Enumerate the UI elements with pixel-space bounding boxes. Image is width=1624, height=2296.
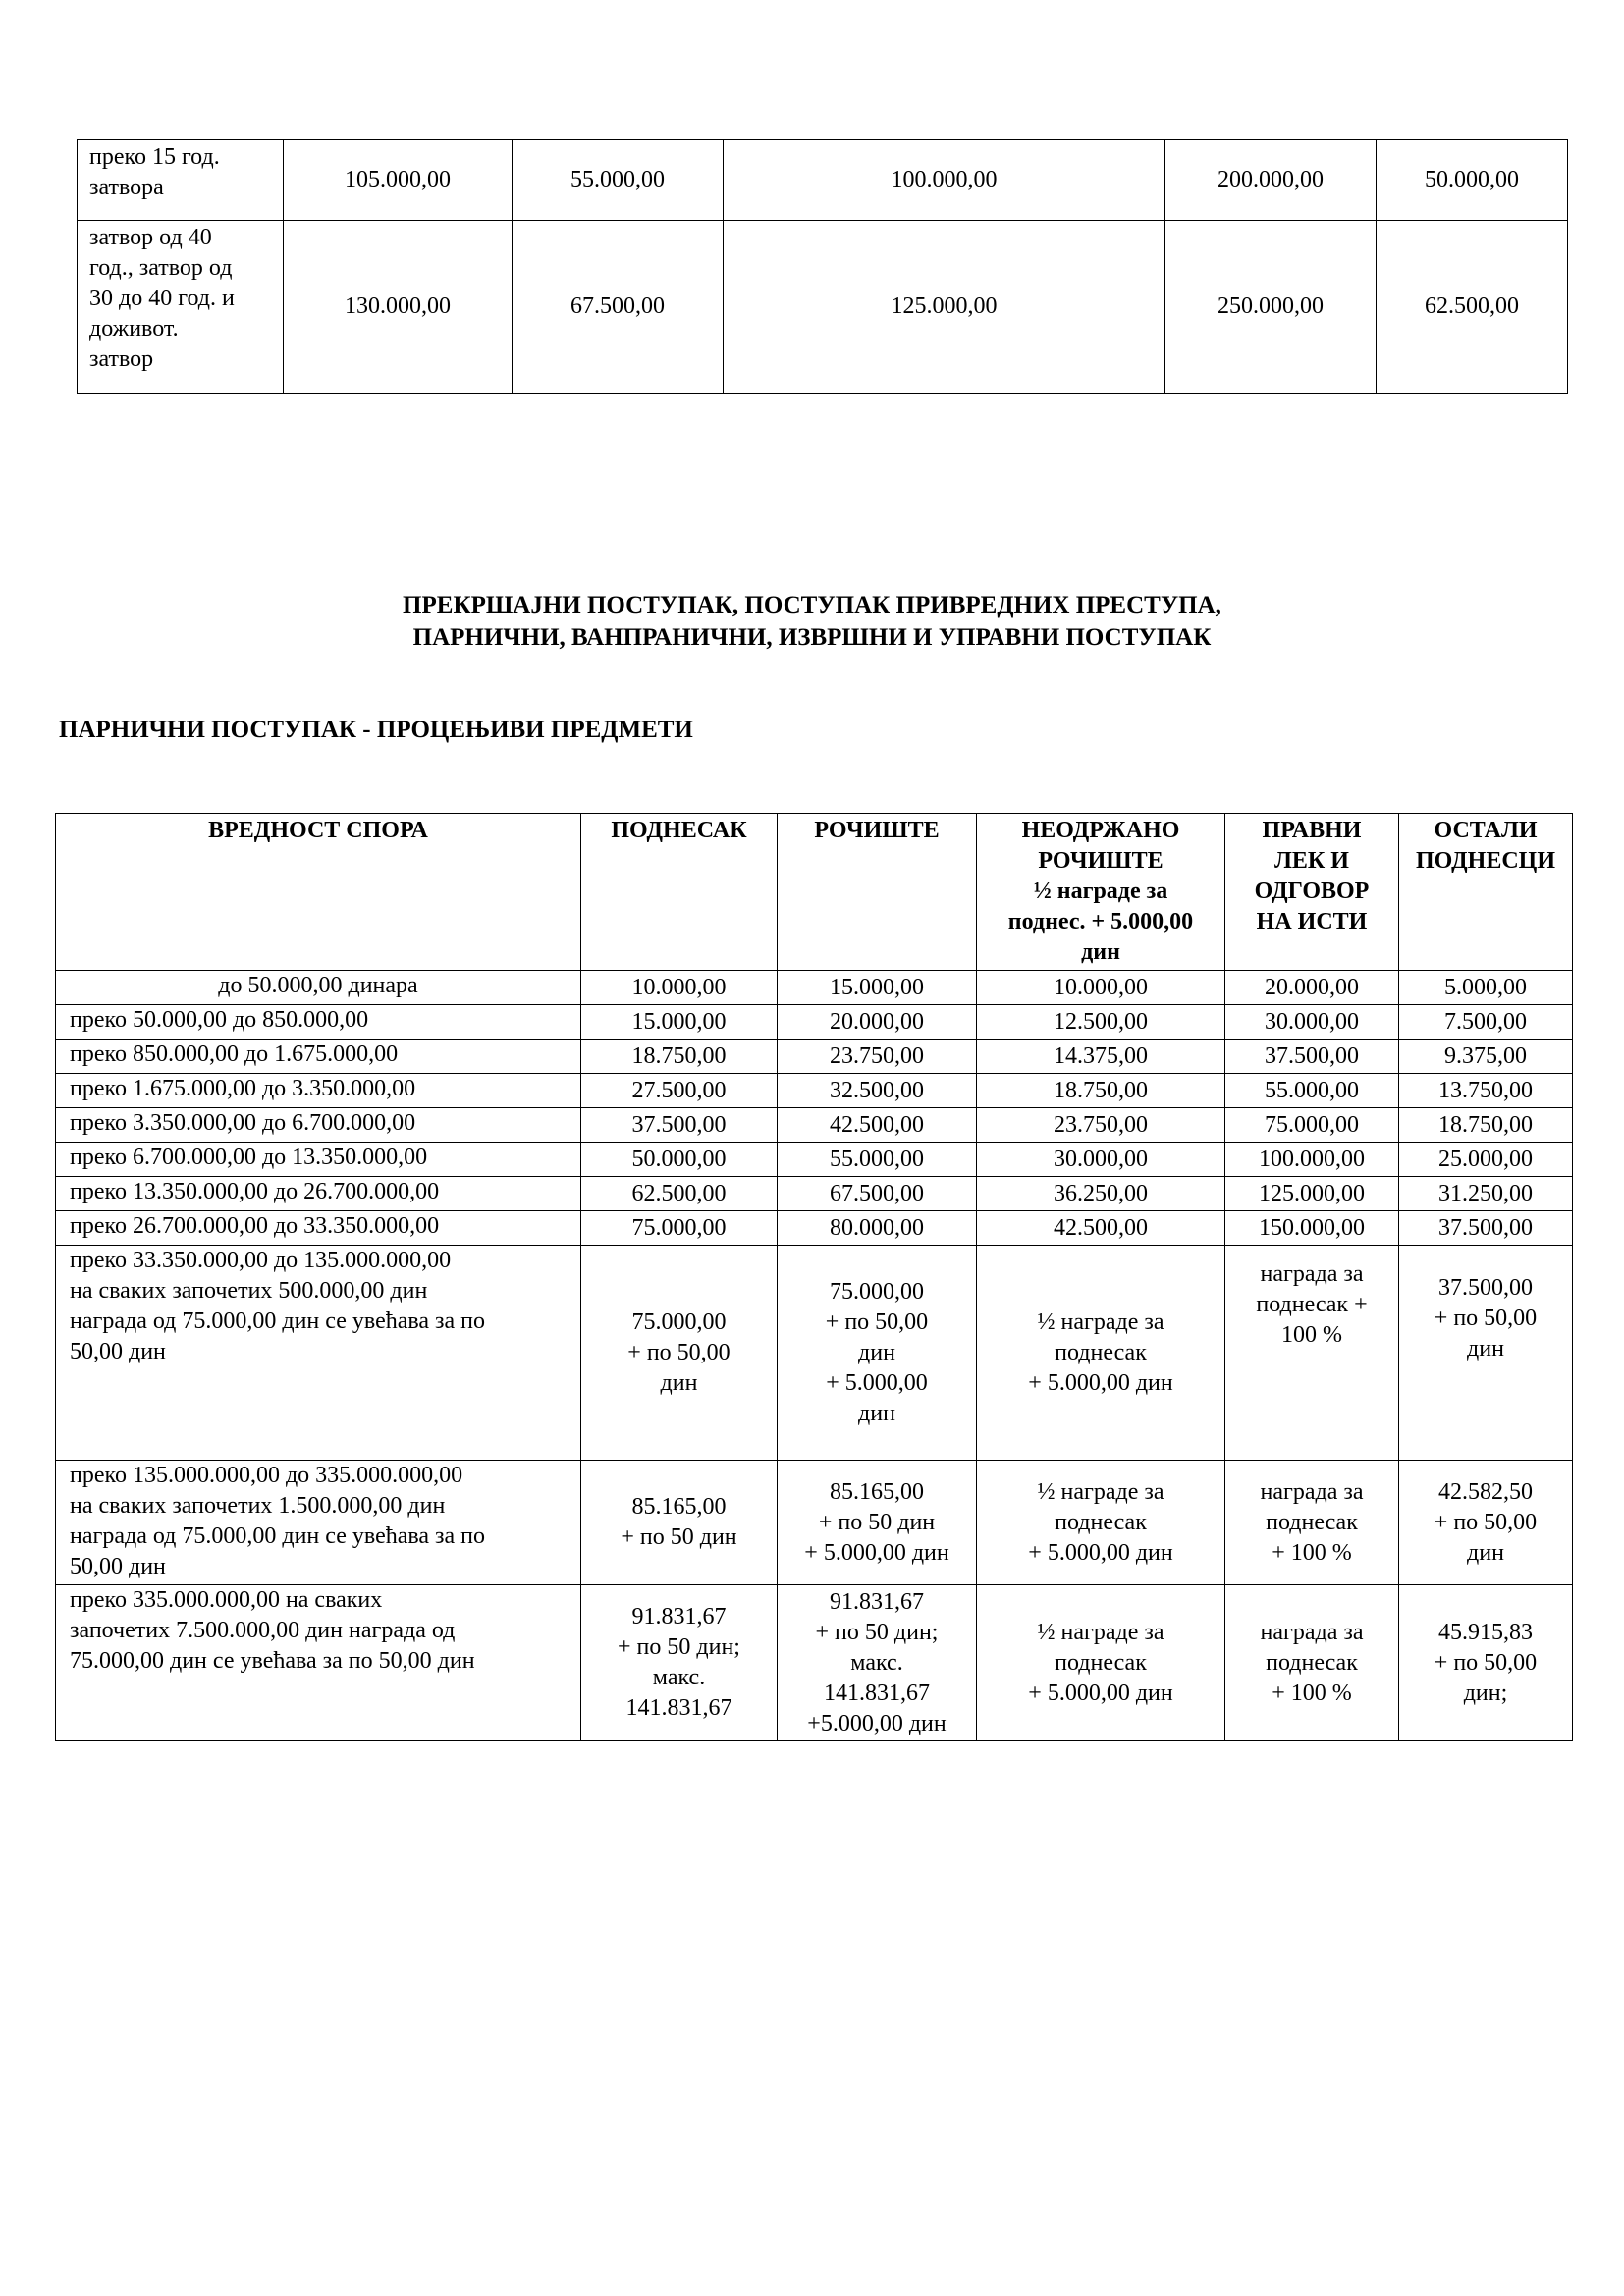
fee-cell: 200.000,00 <box>1165 140 1377 221</box>
dispute-value-cell: преко 33.350.000,00 до 135.000.000,00 на сваких започетих 500.000,00 дин награда од 75.000,00 дин се увећава за по 50,00 дин <box>56 1246 581 1461</box>
fee-cell: 100.000,00 <box>724 140 1165 221</box>
not-held-fee-cell: 23.750,00 <box>977 1108 1225 1143</box>
main-heading-line: ПАРНИЧНИ, ВАНПРАНИЧНИ, ИЗВРШНИ И УПРАВНИ ПОСТУПАК <box>412 624 1212 651</box>
appeal-fee-cell: награда за поднесак + 100 % <box>1225 1246 1399 1461</box>
top-fee-table <box>77 139 1568 394</box>
table-row <box>56 1461 1573 1585</box>
other-fee-cell: 13.750,00 <box>1399 1074 1573 1108</box>
not-held-fee-cell: 30.000,00 <box>977 1143 1225 1177</box>
dispute-value-cell: преко 335.000.000,00 на сваких започетих 7.500.000,00 дин награда од 75.000,00 дин се увећава за по 50,00 дин <box>56 1585 581 1741</box>
filing-fee-cell: 91.831,67 + по 50 дин; макс. 141.831,67 <box>581 1585 778 1741</box>
table-row <box>56 1108 1573 1143</box>
filing-fee-cell: 15.000,00 <box>581 1005 778 1040</box>
hearing-fee-cell: 85.165,00 + по 50 дин + 5.000,00 дин <box>778 1461 977 1585</box>
other-fee-cell: 42.582,50 + по 50,00 дин <box>1399 1461 1573 1585</box>
appeal-fee-cell: 55.000,00 <box>1225 1074 1399 1108</box>
table-row <box>78 221 1568 394</box>
column-header-filing: ПОДНЕСАК <box>581 814 778 971</box>
other-fee-cell: 18.750,00 <box>1399 1108 1573 1143</box>
section-heading: ПАРНИЧНИ ПОСТУПАК - ПРОЦЕЊИВИ ПРЕДМЕТИ <box>59 717 693 743</box>
main-heading <box>0 589 1624 654</box>
fee-cell: 55.000,00 <box>513 140 724 221</box>
appeal-fee-cell: награда за поднесак + 100 % <box>1225 1585 1399 1741</box>
fee-cell: 125.000,00 <box>724 221 1165 394</box>
hearing-fee-cell: 32.500,00 <box>778 1074 977 1108</box>
other-fee-cell: 25.000,00 <box>1399 1143 1573 1177</box>
dispute-value-cell: преко 6.700.000,00 до 13.350.000,00 <box>56 1143 581 1177</box>
other-fee-cell: 37.500,00 <box>1399 1211 1573 1246</box>
hearing-fee-cell: 91.831,67 + по 50 дин; макс. 141.831,67 +5.000,00 дин <box>778 1585 977 1741</box>
sentence-label: затвор од 40 год., затвор од 30 до 40 год. и доживот. затвор <box>78 221 284 394</box>
filing-fee-cell: 62.500,00 <box>581 1177 778 1211</box>
table-row <box>56 1177 1573 1211</box>
filing-fee-cell: 75.000,00 + по 50,00 дин <box>581 1246 778 1461</box>
not-held-fee-cell: 12.500,00 <box>977 1005 1225 1040</box>
not-held-fee-cell: ½ награде за поднесак + 5.000,00 дин <box>977 1461 1225 1585</box>
other-fee-cell: 7.500,00 <box>1399 1005 1573 1040</box>
filing-fee-cell: 18.750,00 <box>581 1040 778 1074</box>
sentence-label: преко 15 год. затвора <box>78 140 284 221</box>
filing-fee-cell: 75.000,00 <box>581 1211 778 1246</box>
fee-cell: 62.500,00 <box>1377 221 1568 394</box>
column-header-hearing: РОЧИШТЕ <box>778 814 977 971</box>
table-row <box>56 1143 1573 1177</box>
dispute-value-cell: преко 1.675.000,00 до 3.350.000,00 <box>56 1074 581 1108</box>
fee-cell: 50.000,00 <box>1377 140 1568 221</box>
dispute-value-cell: до 50.000,00 динара <box>56 971 581 1005</box>
appeal-fee-cell: 125.000,00 <box>1225 1177 1399 1211</box>
hearing-fee-cell: 75.000,00 + по 50,00 дин + 5.000,00 дин <box>778 1246 977 1461</box>
dispute-value-cell: преко 50.000,00 до 850.000,00 <box>56 1005 581 1040</box>
appeal-fee-cell: 37.500,00 <box>1225 1040 1399 1074</box>
column-header-appeal: ПРАВНИ ЛЕК И ОДГОВОР НА ИСТИ <box>1225 814 1399 971</box>
hearing-fee-cell: 67.500,00 <box>778 1177 977 1211</box>
not-held-fee-cell: 14.375,00 <box>977 1040 1225 1074</box>
dispute-value-cell: преко 13.350.000,00 до 26.700.000,00 <box>56 1177 581 1211</box>
not-held-fee-cell: ½ награде за поднесак + 5.000,00 дин <box>977 1246 1225 1461</box>
fee-cell: 130.000,00 <box>284 221 513 394</box>
main-heading-line: ПРЕКРШАЈНИ ПОСТУПАК, ПОСТУПАК ПРИВРЕДНИХ ПРЕСТУПА, <box>403 592 1221 618</box>
table-row <box>56 1211 1573 1246</box>
dispute-value-cell: преко 850.000,00 до 1.675.000,00 <box>56 1040 581 1074</box>
table-row <box>56 1074 1573 1108</box>
appeal-fee-cell: 20.000,00 <box>1225 971 1399 1005</box>
dispute-value-cell: преко 135.000.000,00 до 335.000.000,00 на сваких започетих 1.500.000,00 дин награда од 75.000,00 дин се увећава за по 50,00 дин <box>56 1461 581 1585</box>
other-fee-cell: 45.915,83 + по 50,00 дин; <box>1399 1585 1573 1741</box>
table-row <box>78 140 1568 221</box>
filing-fee-cell: 27.500,00 <box>581 1074 778 1108</box>
hearing-fee-cell: 42.500,00 <box>778 1108 977 1143</box>
civil-procedure-fee-table <box>55 813 1573 1741</box>
not-held-fee-cell: ½ награде за поднесак + 5.000,00 дин <box>977 1585 1225 1741</box>
hearing-fee-cell: 23.750,00 <box>778 1040 977 1074</box>
table-row <box>56 971 1573 1005</box>
fee-cell: 250.000,00 <box>1165 221 1377 394</box>
dispute-value-cell: преко 3.350.000,00 до 6.700.000,00 <box>56 1108 581 1143</box>
appeal-fee-cell: 30.000,00 <box>1225 1005 1399 1040</box>
other-fee-cell: 9.375,00 <box>1399 1040 1573 1074</box>
filing-fee-cell: 50.000,00 <box>581 1143 778 1177</box>
other-fee-cell: 31.250,00 <box>1399 1177 1573 1211</box>
table-row <box>56 1246 1573 1461</box>
table-row <box>56 1585 1573 1741</box>
table-header-row <box>56 814 1573 971</box>
hearing-fee-cell: 80.000,00 <box>778 1211 977 1246</box>
table-row <box>56 1040 1573 1074</box>
filing-fee-cell: 85.165,00 + по 50 дин <box>581 1461 778 1585</box>
column-header-not-held: НЕОДРЖАНО РОЧИШТЕ ½ награде за поднес. + 5.000,00 дин <box>977 814 1225 971</box>
fee-cell: 67.500,00 <box>513 221 724 394</box>
other-fee-cell: 37.500,00 + по 50,00 дин <box>1399 1246 1573 1461</box>
not-held-fee-cell: 36.250,00 <box>977 1177 1225 1211</box>
not-held-fee-cell: 42.500,00 <box>977 1211 1225 1246</box>
hearing-fee-cell: 55.000,00 <box>778 1143 977 1177</box>
appeal-fee-cell: 150.000,00 <box>1225 1211 1399 1246</box>
column-header-other: ОСТАЛИ ПОДНЕСЦИ <box>1399 814 1573 971</box>
appeal-fee-cell: 100.000,00 <box>1225 1143 1399 1177</box>
filing-fee-cell: 10.000,00 <box>581 971 778 1005</box>
table-row <box>56 1005 1573 1040</box>
hearing-fee-cell: 15.000,00 <box>778 971 977 1005</box>
fee-cell: 105.000,00 <box>284 140 513 221</box>
dispute-value-cell: преко 26.700.000,00 до 33.350.000,00 <box>56 1211 581 1246</box>
column-header-value: ВРЕДНОСТ СПОРА <box>56 814 581 971</box>
appeal-fee-cell: награда за поднесак + 100 % <box>1225 1461 1399 1585</box>
not-held-fee-cell: 10.000,00 <box>977 971 1225 1005</box>
filing-fee-cell: 37.500,00 <box>581 1108 778 1143</box>
hearing-fee-cell: 20.000,00 <box>778 1005 977 1040</box>
not-held-fee-cell: 18.750,00 <box>977 1074 1225 1108</box>
other-fee-cell: 5.000,00 <box>1399 971 1573 1005</box>
appeal-fee-cell: 75.000,00 <box>1225 1108 1399 1143</box>
